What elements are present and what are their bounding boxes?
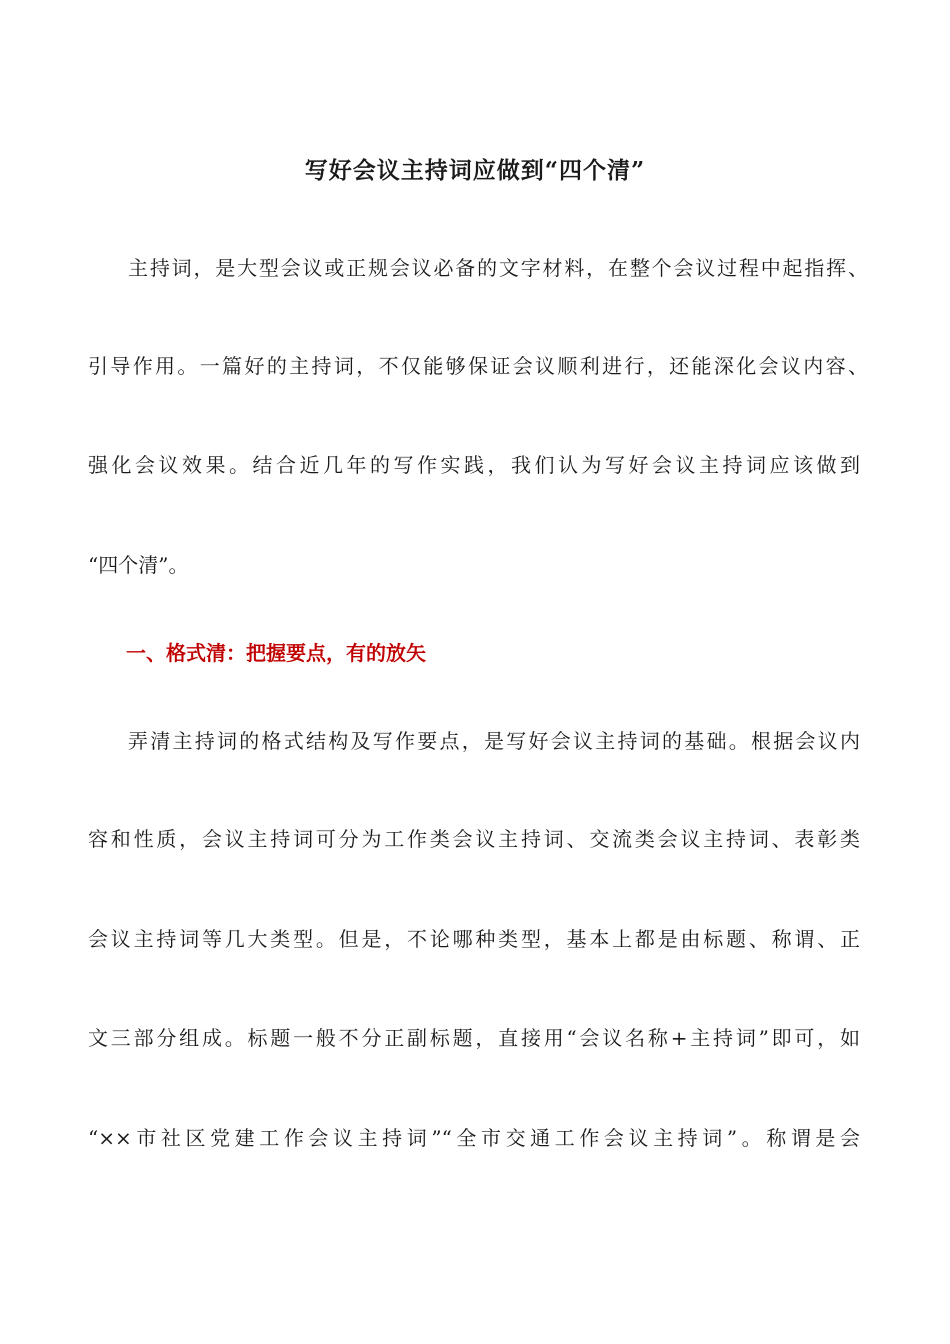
- paragraph-line: 主持词，是大型会议或正规会议必备的文字材料，在整个会议过程中起指挥、: [128, 256, 868, 280]
- document-title: 写好会议主持词应做到“四个清”: [304, 157, 646, 184]
- paragraph-line: 文三部分组成。标题一般不分正副标题，直接用“会议名称+主持词”即可，如: [88, 1026, 860, 1050]
- paragraph-line: 弄清主持词的格式结构及写作要点，是写好会议主持词的基础。根据会议内: [128, 729, 860, 753]
- paragraph-line: 强化会议效果。结合近几年的写作实践，我们认为写好会议主持词应该做到: [88, 453, 860, 477]
- paragraph-line: “四个清”。: [88, 553, 189, 577]
- paragraph-line: 引导作用。一篇好的主持词，不仅能够保证会议顺利进行，还能深化会议内容、: [88, 354, 868, 378]
- paragraph-line: 容和性质，会议主持词可分为工作类会议主持词、交流类会议主持词、表彰类: [88, 827, 860, 851]
- paragraph-line: 会议主持词等几大类型。但是，不论哪种类型，基本上都是由标题、称谓、正: [88, 927, 860, 951]
- paragraph-line: “××市社区党建工作会议主持词”“全市交通工作会议主持词”。称谓是会: [88, 1126, 860, 1150]
- section-heading: 一、格式清：把握要点，有的放矢: [126, 641, 426, 665]
